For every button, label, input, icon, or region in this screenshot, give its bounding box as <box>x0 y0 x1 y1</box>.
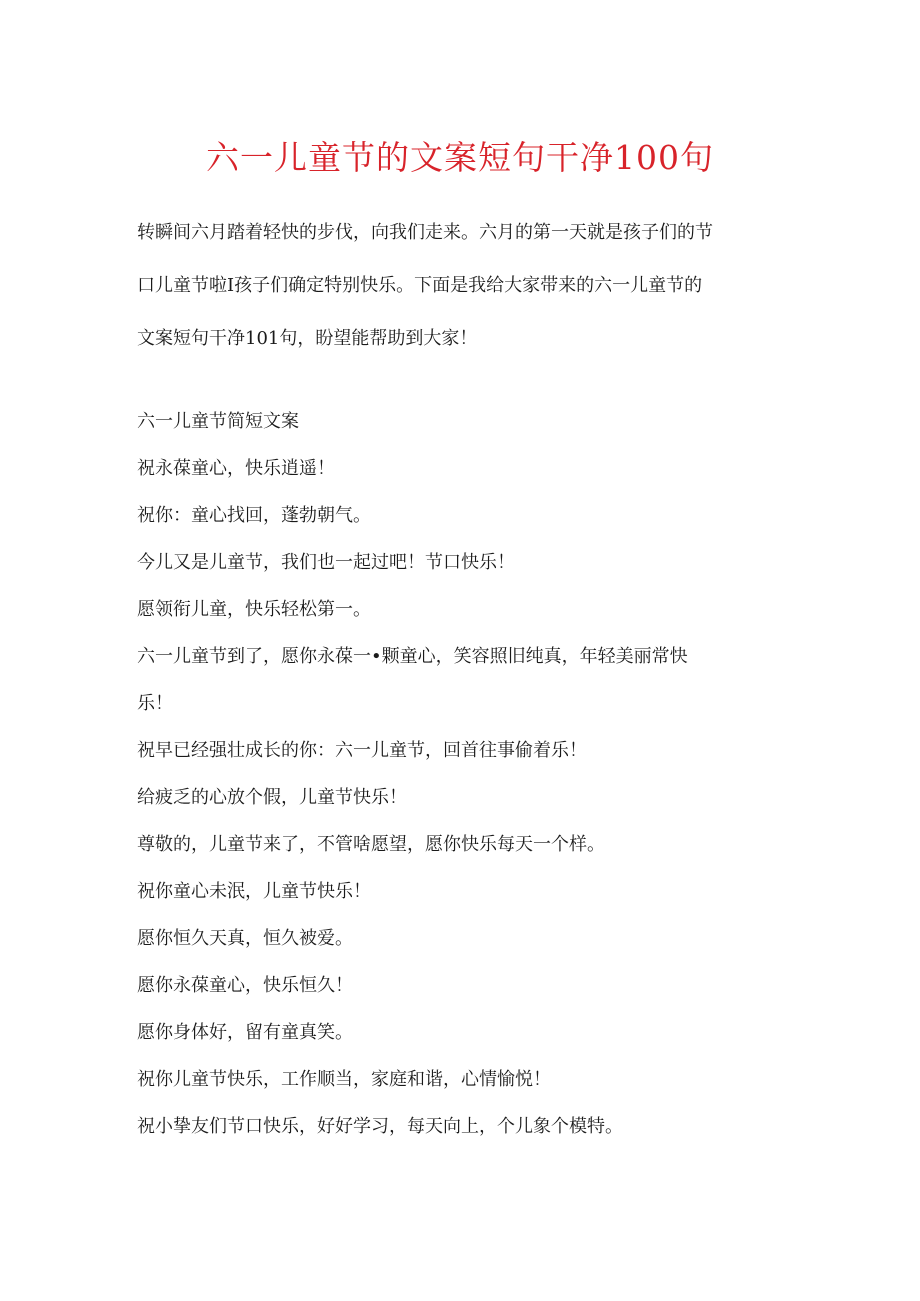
list-item: 六一儿童节到了，愿你永葆一•颗童心，笑容照旧纯真，年轻美丽常快 <box>137 646 688 667</box>
list-item: 愿你永葆童心，快乐恒久！ <box>137 975 353 996</box>
section-heading: 六一儿童节简短文案 <box>137 411 299 432</box>
list-item: 祝你儿童节快乐，工作顺当，家庭和谐，心情愉悦！ <box>137 1069 551 1090</box>
list-item: 祝小挚友们节口快乐，好好学习，每天向上，个儿象个模特。 <box>137 1116 623 1137</box>
list-item: 祝早已经强壮成长的你：六一儿童节，回首往事偷着乐！ <box>137 740 587 761</box>
list-item: 尊敬的，儿童节来了，不管啥愿望，愿你快乐每天一个样。 <box>137 834 605 855</box>
intro-line: 转瞬间六月踏着轻快的步伐，向我们走来。六月的第一天就是孩子们的节 <box>137 222 713 243</box>
document-title: 六一儿童节的文案短句干净100句 <box>206 138 714 177</box>
intro-line: 文案短句干净101句，盼望能帮助到大家！ <box>137 328 478 349</box>
list-item: 愿领衔儿童，快乐轻松第一。 <box>137 599 371 620</box>
list-item: 乐！ <box>137 693 173 714</box>
list-item: 祝永葆童心，快乐逍遥！ <box>137 458 335 479</box>
list-item: 祝你：童心找回，蓬勃朝气。 <box>137 505 371 526</box>
list-item: 愿你恒久天真，恒久被爱。 <box>137 928 353 949</box>
intro-line: 口儿童节啦I孩子们确定特别快乐。下面是我给大家带来的六一儿童节的 <box>137 275 703 296</box>
list-item: 给疲乏的心放个假，儿童节快乐！ <box>137 787 407 808</box>
list-item: 愿你身体好，留有童真笑。 <box>137 1022 353 1043</box>
list-item: 今儿又是儿童节，我们也一起过吧！节口快乐！ <box>137 552 515 573</box>
wish-list <box>137 398 785 1150</box>
intro-paragraph <box>137 206 785 365</box>
list-item: 祝你童心未泯，儿童节快乐！ <box>137 881 371 902</box>
